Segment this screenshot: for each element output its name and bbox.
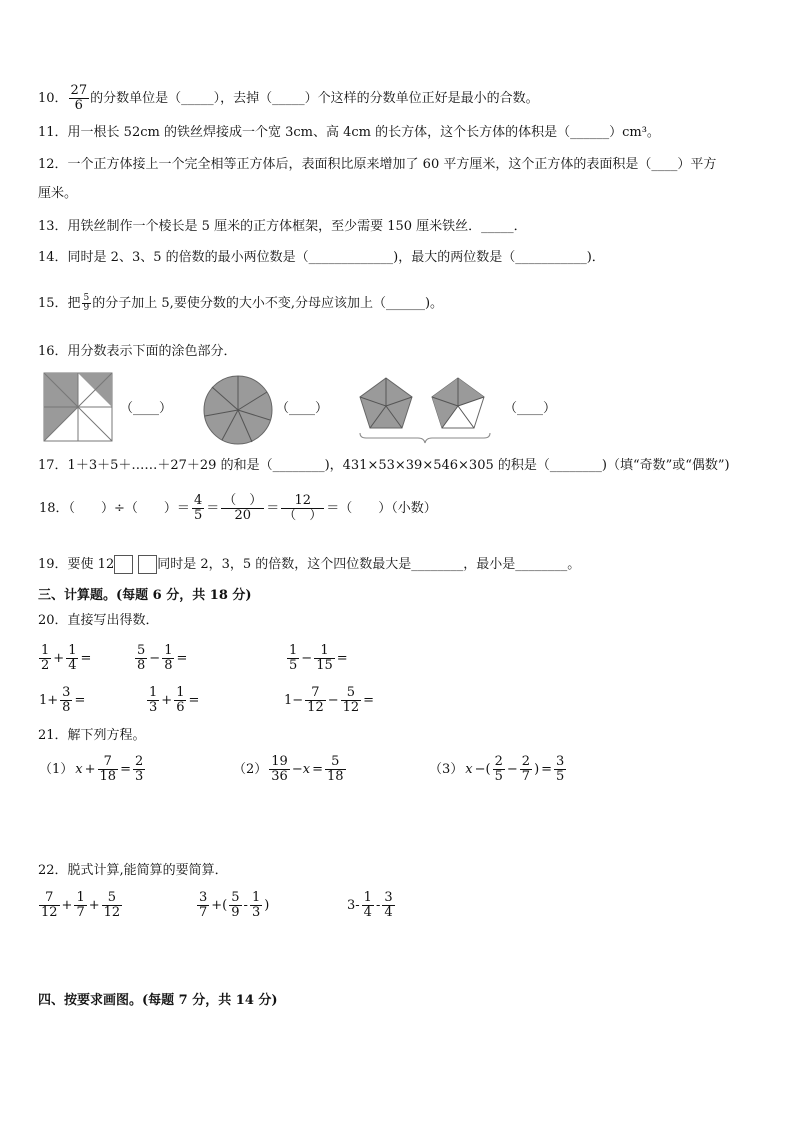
blank-16-2: （____）	[276, 401, 329, 416]
question-11: 11．用一根长 52cm 的铁丝焊接成一个宽 3cm、高 4cm 的长方体，这个长方体的体积是（______）cm³。	[38, 125, 660, 140]
expression-22-2: $\frac{3}{7}$ +( $\frac{5}{9}$ - $\frac{1}{3}$ )	[199, 890, 270, 920]
pentagon-figure-1	[358, 376, 414, 430]
question-13: 13．用铁丝制作一个棱长是 5 厘米的正方体框架，至少需要 150 厘米铁丝．_____．	[38, 219, 527, 234]
question-20-title: 20．直接写出得数．	[38, 613, 159, 628]
fraction: $\frac{5}{9}$	[83, 293, 90, 313]
expression-20-3: $\frac{1}{5}$ − $\frac{1}{15}$ =	[289, 643, 348, 673]
digit-box-1	[114, 555, 133, 574]
expression-22-1: $\frac{7}{12}$ + $\frac{1}{7}$ + $\frac{5}{12}$	[41, 890, 121, 920]
fraction: $\frac{4}{5}$	[193, 493, 203, 523]
expression-22-3: 3- $\frac{1}{4}$ - $\frac{3}{4}$	[347, 890, 393, 920]
question-19: 19．要使 12 同时是 2，3，5 的倍数，这个四位数最大是________，最小是________。	[38, 557, 581, 572]
section-3-title: 三、计算题。(每题 6 分，共 18 分)	[38, 588, 252, 603]
equation-21-1: （1） x + $\frac{7}{18}$ = $\frac{2}{3}$	[39, 754, 144, 784]
fraction: $\frac{12}{( )}$	[283, 493, 323, 523]
fraction: $\frac{( )}{20}$	[223, 493, 263, 523]
section-4-title: 四、按要求画图。(每题 7 分，共 14 分)	[38, 993, 278, 1008]
expression-20-1: $\frac{1}{2}$ + $\frac{1}{4}$ =	[41, 643, 92, 673]
question-14: 14．同时是 2、3、5 的倍数的最小两位数是（_____________)，最大的两位数是（___________)．	[38, 250, 605, 265]
question-17: 17．1＋3＋5＋……＋27＋29 的和是（________)，431×53×39×546×305 的积是（________)（填“奇数”或“偶数”)	[38, 458, 730, 473]
question-21-title: 21．解下列方程。	[38, 728, 146, 743]
question-10: 10． $\frac{27}{6}$ 的分数单位是（_____），去掉（_____）个这样的分数单位正好是最小的合数。	[38, 83, 539, 113]
expression-20-5: $\frac{1}{3}$ + $\frac{1}{6}$ =	[149, 685, 200, 715]
square-figure	[43, 372, 113, 442]
question-16-title: 16．用分数表示下面的涂色部分．	[38, 344, 237, 359]
question-12-line1: 12．一个正方体接上一个完全相等正方体后，表面积比原来增加了 60 平方厘米，这个正方体的表面积是（____）平方	[38, 157, 717, 172]
question-22-title: 22．脱式计算,能简算的要简算．	[38, 863, 228, 878]
blank-16-3: （____）	[504, 401, 557, 416]
pentagon-figure-2	[430, 376, 486, 430]
question-18: 18．（ ）÷（ ）＝ $\frac{4}{5}$ ＝ $\frac{( )}{20}$ ＝ $\frac{12}{( )}$ ＝（ ）（小数）	[39, 493, 437, 523]
blank-16-1: （____）	[120, 401, 173, 416]
brace	[358, 431, 492, 445]
equation-21-3: （3） x −( $\frac{2}{5}$ − $\frac{2}{7}$ ) = $\frac{3}{5}$	[429, 754, 565, 784]
equation-21-2: （2） $\frac{19}{36}$ −x = $\frac{5}{18}$	[233, 754, 344, 784]
fraction: $\frac{27}{6}$	[70, 83, 88, 113]
digit-box-2	[138, 555, 157, 574]
expression-20-2: $\frac{5}{8}$ − $\frac{1}{8}$ =	[137, 643, 188, 673]
expression-20-6: 1− $\frac{7}{12}$ − $\frac{5}{12}$ =	[284, 685, 375, 715]
question-12-line2: 厘米。	[38, 186, 78, 201]
expression-20-4: 1+ $\frac{3}{8}$ =	[39, 685, 86, 715]
question-15: 15．把 $\frac{5}{9}$ 的分子加上 5,要使分数的大小不变,分母应该加上（______)。	[38, 293, 444, 313]
circle-figure	[202, 374, 274, 446]
